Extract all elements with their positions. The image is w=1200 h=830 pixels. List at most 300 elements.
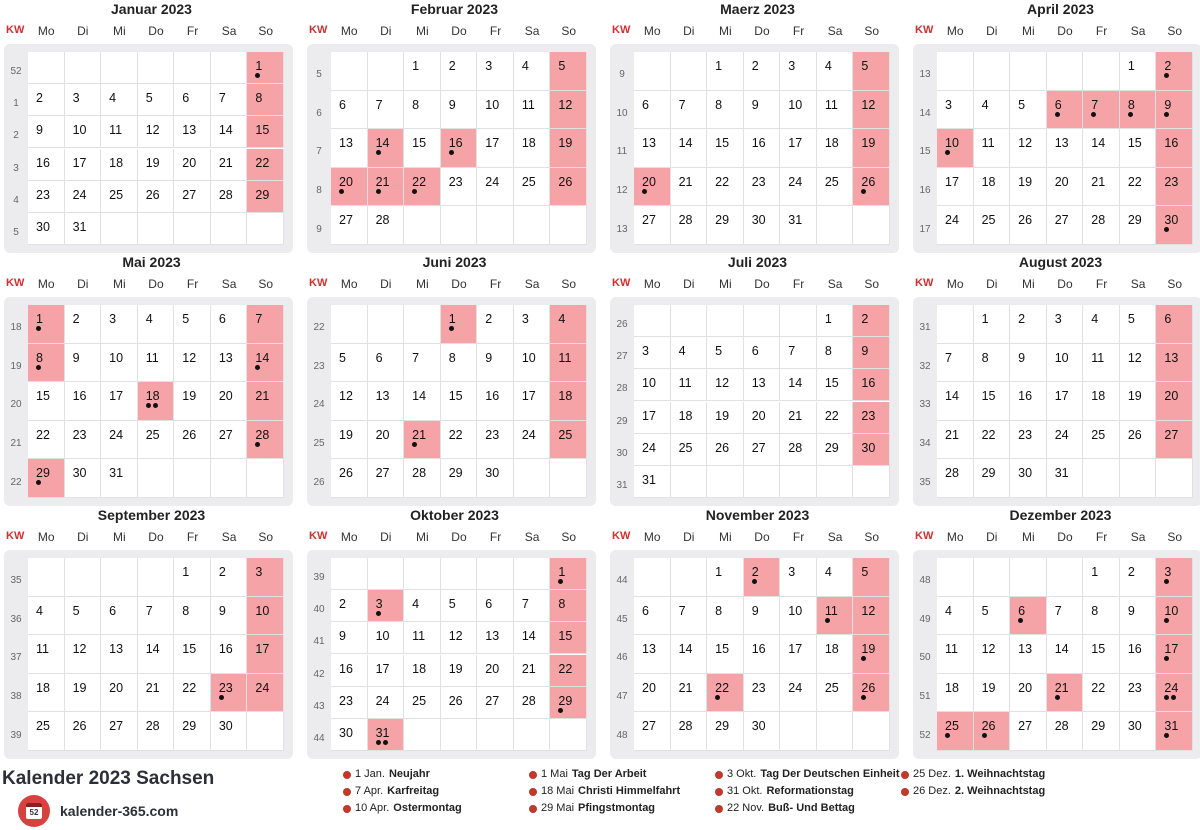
day-cell[interactable] [441,52,478,91]
day-cell[interactable] [404,129,441,168]
day-cell[interactable] [707,52,744,91]
day-cell[interactable] [404,590,441,622]
day-cell[interactable] [368,459,405,498]
day-cell[interactable] [211,558,248,597]
day-cell[interactable] [937,597,974,636]
day-cell[interactable] [1010,305,1047,344]
day-cell[interactable] [101,712,138,751]
day-cell[interactable] [1047,382,1084,421]
day-cell[interactable] [1047,129,1084,168]
day-cell[interactable] [404,91,441,130]
day-cell[interactable] [817,52,854,91]
day-cell[interactable] [477,52,514,91]
day-cell[interactable] [1156,558,1193,597]
day-cell[interactable] [853,91,890,130]
day-cell[interactable] [550,91,587,130]
day-cell[interactable] [211,674,248,713]
day-cell[interactable] [817,635,854,674]
day-cell[interactable] [174,181,211,213]
day-cell[interactable] [974,597,1011,636]
day-cell[interactable] [1047,168,1084,207]
day-cell[interactable] [368,382,405,421]
day-cell[interactable] [441,91,478,130]
day-cell[interactable] [514,344,551,383]
day-cell[interactable] [1156,635,1193,674]
day-cell[interactable] [211,712,248,751]
day-cell[interactable] [247,181,284,213]
day-cell[interactable] [1120,168,1157,207]
day-cell[interactable] [101,674,138,713]
day-cell[interactable] [441,344,478,383]
day-cell[interactable] [974,91,1011,130]
day-cell[interactable] [368,622,405,654]
day-cell[interactable] [28,84,65,116]
day-cell[interactable] [550,129,587,168]
day-cell[interactable] [937,712,974,751]
day-cell[interactable] [28,213,65,245]
day-cell[interactable] [404,655,441,687]
day-cell[interactable] [1047,459,1084,498]
day-cell[interactable] [780,337,817,369]
day-cell[interactable] [853,402,890,434]
day-cell[interactable] [817,558,854,597]
day-cell[interactable] [368,687,405,719]
day-cell[interactable] [780,369,817,401]
day-cell[interactable] [28,635,65,674]
day-cell[interactable] [780,558,817,597]
day-cell[interactable] [174,674,211,713]
day-cell[interactable] [138,181,175,213]
day-cell[interactable] [853,597,890,636]
day-cell[interactable] [671,635,708,674]
day-cell[interactable] [247,84,284,116]
day-cell[interactable] [780,402,817,434]
day-cell[interactable] [331,206,368,245]
day-cell[interactable] [744,369,781,401]
day-cell[interactable] [817,597,854,636]
day-cell[interactable] [1083,305,1120,344]
day-cell[interactable] [817,305,854,337]
day-cell[interactable] [1010,674,1047,713]
day-cell[interactable] [1156,168,1193,207]
day-cell[interactable] [477,459,514,498]
day-cell[interactable] [744,635,781,674]
day-cell[interactable] [514,52,551,91]
day-cell[interactable] [514,305,551,344]
day-cell[interactable] [331,91,368,130]
day-cell[interactable] [404,168,441,207]
day-cell[interactable] [853,558,890,597]
day-cell[interactable] [65,305,102,344]
day-cell[interactable] [1047,421,1084,460]
day-cell[interactable] [744,402,781,434]
day-cell[interactable] [101,382,138,421]
day-cell[interactable] [550,382,587,421]
day-cell[interactable] [671,402,708,434]
day-cell[interactable] [634,91,671,130]
day-cell[interactable] [331,382,368,421]
day-cell[interactable] [707,434,744,466]
day-cell[interactable] [368,719,405,751]
day-cell[interactable] [28,674,65,713]
day-cell[interactable] [211,181,248,213]
day-cell[interactable] [780,206,817,245]
day-cell[interactable] [331,421,368,460]
day-cell[interactable] [1083,206,1120,245]
day-cell[interactable] [174,84,211,116]
day-cell[interactable] [1083,597,1120,636]
day-cell[interactable] [174,344,211,383]
day-cell[interactable] [853,434,890,466]
day-cell[interactable] [28,344,65,383]
day-cell[interactable] [744,206,781,245]
day-cell[interactable] [1120,674,1157,713]
day-cell[interactable] [671,674,708,713]
day-cell[interactable] [853,635,890,674]
day-cell[interactable] [441,459,478,498]
day-cell[interactable] [65,597,102,636]
day-cell[interactable] [780,91,817,130]
day-cell[interactable] [974,206,1011,245]
day-cell[interactable] [441,305,478,344]
day-cell[interactable] [1047,206,1084,245]
day-cell[interactable] [1010,91,1047,130]
day-cell[interactable] [634,129,671,168]
day-cell[interactable] [1010,129,1047,168]
day-cell[interactable] [550,590,587,622]
day-cell[interactable] [101,116,138,148]
day-cell[interactable] [780,168,817,207]
day-cell[interactable] [441,382,478,421]
day-cell[interactable] [101,344,138,383]
day-cell[interactable] [404,52,441,91]
day-cell[interactable] [671,434,708,466]
day-cell[interactable] [634,635,671,674]
day-cell[interactable] [477,687,514,719]
day-cell[interactable] [780,52,817,91]
day-cell[interactable] [211,382,248,421]
day-cell[interactable] [1120,421,1157,460]
day-cell[interactable] [817,129,854,168]
day-cell[interactable] [174,149,211,181]
day-cell[interactable] [247,421,284,460]
day-cell[interactable] [1083,674,1120,713]
day-cell[interactable] [1047,91,1084,130]
day-cell[interactable] [101,421,138,460]
day-cell[interactable] [101,149,138,181]
day-cell[interactable] [477,622,514,654]
day-cell[interactable] [138,635,175,674]
day-cell[interactable] [707,206,744,245]
day-cell[interactable] [1010,206,1047,245]
day-cell[interactable] [514,91,551,130]
day-cell[interactable] [514,622,551,654]
day-cell[interactable] [514,655,551,687]
day-cell[interactable] [817,168,854,207]
day-cell[interactable] [65,459,102,498]
day-cell[interactable] [477,590,514,622]
day-cell[interactable] [937,344,974,383]
day-cell[interactable] [1120,206,1157,245]
day-cell[interactable] [671,597,708,636]
day-cell[interactable] [514,590,551,622]
day-cell[interactable] [1156,712,1193,751]
day-cell[interactable] [247,635,284,674]
day-cell[interactable] [247,674,284,713]
day-cell[interactable] [1083,635,1120,674]
day-cell[interactable] [707,337,744,369]
day-cell[interactable] [853,674,890,713]
day-cell[interactable] [671,168,708,207]
day-cell[interactable] [247,52,284,84]
day-cell[interactable] [514,168,551,207]
day-cell[interactable] [634,337,671,369]
day-cell[interactable] [247,597,284,636]
day-cell[interactable] [1047,674,1084,713]
day-cell[interactable] [974,129,1011,168]
day-cell[interactable] [28,421,65,460]
day-cell[interactable] [441,687,478,719]
day-cell[interactable] [1120,635,1157,674]
day-cell[interactable] [1156,206,1193,245]
day-cell[interactable] [477,655,514,687]
day-cell[interactable] [331,590,368,622]
day-cell[interactable] [707,91,744,130]
day-cell[interactable] [1010,597,1047,636]
day-cell[interactable] [1083,91,1120,130]
day-cell[interactable] [780,635,817,674]
day-cell[interactable] [744,597,781,636]
day-cell[interactable] [707,597,744,636]
day-cell[interactable] [853,129,890,168]
day-cell[interactable] [1010,382,1047,421]
day-cell[interactable] [1010,635,1047,674]
day-cell[interactable] [65,421,102,460]
day-cell[interactable] [477,91,514,130]
day-cell[interactable] [853,337,890,369]
day-cell[interactable] [974,459,1011,498]
day-cell[interactable] [247,558,284,597]
day-cell[interactable] [211,421,248,460]
day-cell[interactable] [368,168,405,207]
day-cell[interactable] [1047,712,1084,751]
day-cell[interactable] [247,116,284,148]
day-cell[interactable] [550,52,587,91]
day-cell[interactable] [937,129,974,168]
day-cell[interactable] [477,421,514,460]
day-cell[interactable] [937,382,974,421]
day-cell[interactable] [707,674,744,713]
day-cell[interactable] [101,635,138,674]
day-cell[interactable] [174,558,211,597]
day-cell[interactable] [1156,52,1193,91]
day-cell[interactable] [707,168,744,207]
day-cell[interactable] [368,421,405,460]
day-cell[interactable] [744,129,781,168]
day-cell[interactable] [550,168,587,207]
day-cell[interactable] [174,305,211,344]
day-cell[interactable] [744,558,781,597]
day-cell[interactable] [634,402,671,434]
day-cell[interactable] [514,421,551,460]
day-cell[interactable] [101,181,138,213]
day-cell[interactable] [138,344,175,383]
day-cell[interactable] [1120,344,1157,383]
day-cell[interactable] [138,674,175,713]
day-cell[interactable] [65,116,102,148]
day-cell[interactable] [1010,421,1047,460]
day-cell[interactable] [1047,597,1084,636]
day-cell[interactable] [331,622,368,654]
day-cell[interactable] [1120,129,1157,168]
day-cell[interactable] [634,206,671,245]
day-cell[interactable] [65,674,102,713]
day-cell[interactable] [368,91,405,130]
day-cell[interactable] [28,149,65,181]
day-cell[interactable] [1083,558,1120,597]
day-cell[interactable] [634,369,671,401]
day-cell[interactable] [1083,382,1120,421]
day-cell[interactable] [477,129,514,168]
day-cell[interactable] [404,382,441,421]
day-cell[interactable] [368,129,405,168]
day-cell[interactable] [937,91,974,130]
day-cell[interactable] [211,635,248,674]
day-cell[interactable] [1156,305,1193,344]
day-cell[interactable] [1156,91,1193,130]
day-cell[interactable] [937,459,974,498]
day-cell[interactable] [817,337,854,369]
day-cell[interactable] [101,597,138,636]
day-cell[interactable] [707,129,744,168]
day-cell[interactable] [331,459,368,498]
day-cell[interactable] [211,116,248,148]
day-cell[interactable] [1010,168,1047,207]
day-cell[interactable] [974,674,1011,713]
day-cell[interactable] [1047,635,1084,674]
day-cell[interactable] [744,712,781,751]
day-cell[interactable] [138,597,175,636]
day-cell[interactable] [671,712,708,751]
day-cell[interactable] [211,84,248,116]
day-cell[interactable] [671,206,708,245]
day-cell[interactable] [1120,712,1157,751]
day-cell[interactable] [514,687,551,719]
day-cell[interactable] [441,168,478,207]
day-cell[interactable] [174,635,211,674]
day-cell[interactable] [550,558,587,590]
day-cell[interactable] [817,91,854,130]
day-cell[interactable] [1156,344,1193,383]
day-cell[interactable] [853,52,890,91]
day-cell[interactable] [707,712,744,751]
day-cell[interactable] [477,305,514,344]
day-cell[interactable] [138,116,175,148]
day-cell[interactable] [817,674,854,713]
day-cell[interactable] [550,687,587,719]
day-cell[interactable] [817,369,854,401]
day-cell[interactable] [368,344,405,383]
day-cell[interactable] [780,674,817,713]
day-cell[interactable] [138,305,175,344]
day-cell[interactable] [817,434,854,466]
day-cell[interactable] [1120,382,1157,421]
day-cell[interactable] [247,149,284,181]
day-cell[interactable] [174,712,211,751]
day-cell[interactable] [974,421,1011,460]
day-cell[interactable] [441,655,478,687]
day-cell[interactable] [368,590,405,622]
day-cell[interactable] [138,149,175,181]
day-cell[interactable] [634,168,671,207]
day-cell[interactable] [974,382,1011,421]
day-cell[interactable] [1120,558,1157,597]
day-cell[interactable] [1156,674,1193,713]
day-cell[interactable] [138,84,175,116]
day-cell[interactable] [853,168,890,207]
day-cell[interactable] [138,382,175,421]
day-cell[interactable] [550,655,587,687]
day-cell[interactable] [1156,597,1193,636]
day-cell[interactable] [634,712,671,751]
day-cell[interactable] [1120,305,1157,344]
day-cell[interactable] [441,421,478,460]
day-cell[interactable] [65,213,102,245]
day-cell[interactable] [65,344,102,383]
day-cell[interactable] [707,402,744,434]
day-cell[interactable] [28,597,65,636]
day-cell[interactable] [477,382,514,421]
day-cell[interactable] [404,344,441,383]
day-cell[interactable] [65,712,102,751]
day-cell[interactable] [744,52,781,91]
day-cell[interactable] [211,344,248,383]
day-cell[interactable] [1010,344,1047,383]
day-cell[interactable] [138,421,175,460]
day-cell[interactable] [744,434,781,466]
day-cell[interactable] [1083,344,1120,383]
day-cell[interactable] [28,459,65,498]
day-cell[interactable] [707,558,744,597]
day-cell[interactable] [247,382,284,421]
day-cell[interactable] [65,149,102,181]
day-cell[interactable] [1010,459,1047,498]
day-cell[interactable] [331,344,368,383]
day-cell[interactable] [634,466,671,498]
day-cell[interactable] [28,116,65,148]
day-cell[interactable] [634,597,671,636]
day-cell[interactable] [404,687,441,719]
day-cell[interactable] [937,674,974,713]
day-cell[interactable] [937,421,974,460]
day-cell[interactable] [65,635,102,674]
day-cell[interactable] [1120,597,1157,636]
day-cell[interactable] [65,84,102,116]
day-cell[interactable] [174,597,211,636]
day-cell[interactable] [28,712,65,751]
day-cell[interactable] [671,337,708,369]
day-cell[interactable] [1156,421,1193,460]
day-cell[interactable] [707,369,744,401]
day-cell[interactable] [550,421,587,460]
day-cell[interactable] [671,369,708,401]
day-cell[interactable] [211,597,248,636]
day-cell[interactable] [671,129,708,168]
day-cell[interactable] [101,459,138,498]
day-cell[interactable] [441,129,478,168]
day-cell[interactable] [550,305,587,344]
day-cell[interactable] [174,382,211,421]
